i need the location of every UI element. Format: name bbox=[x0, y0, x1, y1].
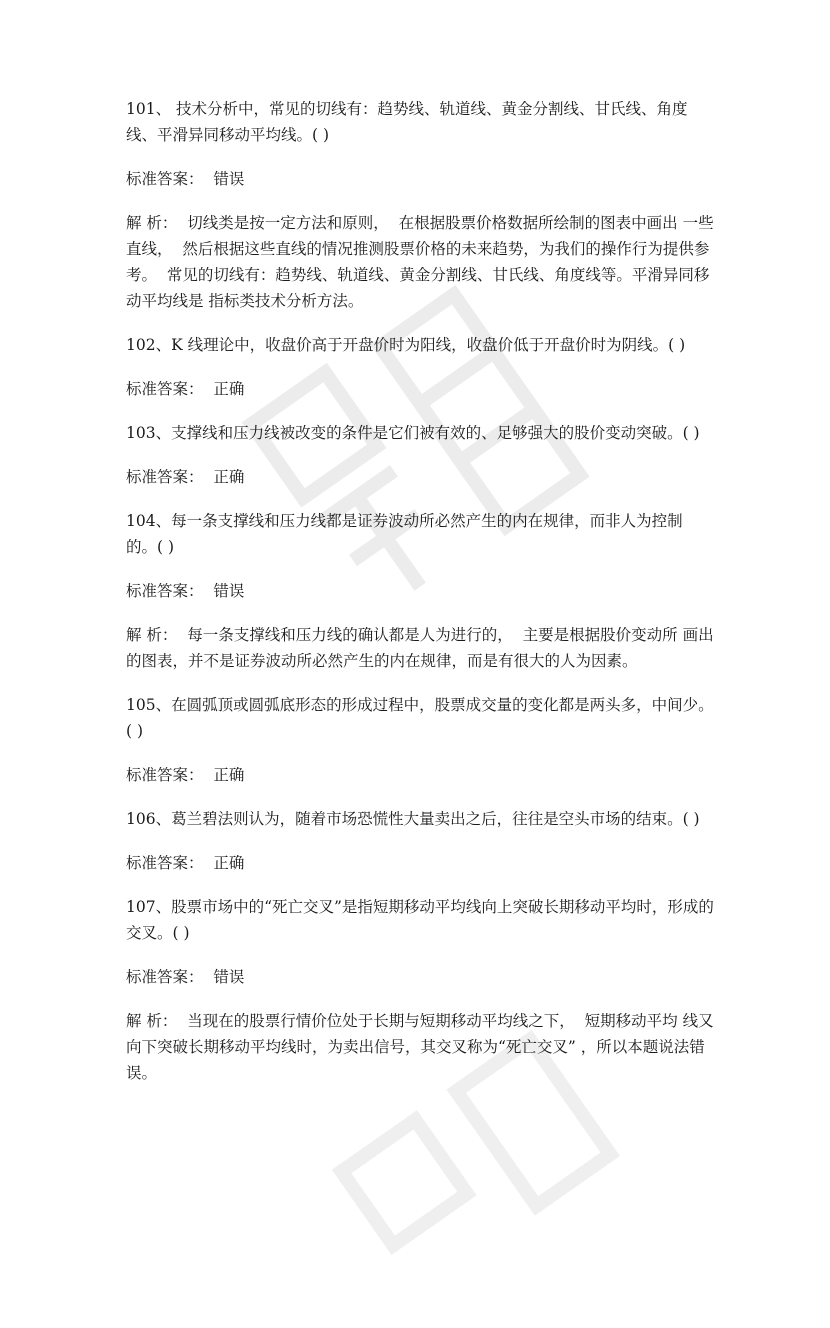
question-103: 103、支撑线和压力线被改变的条件是它们被有效的、足够强大的股价变动突破。( ) bbox=[126, 424, 700, 442]
answer-107: 标准答案： 错误 bbox=[126, 968, 245, 986]
question-105: 105、在圆弧顶或圆弧底形态的形成过程中，股票成交量的变化都是两头多，中间少。( ) bbox=[126, 696, 714, 740]
document-body bbox=[126, 96, 716, 1104]
answer-102: 标准答案： 正确 bbox=[126, 380, 245, 398]
explanation-107: 解 析： 当现在的股票行情价位处于长期与短期移动平均线之下， 短期移动平均 线又向下突破长期移动平均线时，为卖出信号，其交叉称为“死亡交叉” ，所以本题说法错 误。 bbox=[126, 1012, 714, 1082]
question-107: 107、股票市场中的“死亡交叉”是指短期移动平均线向上突破长期移动平均时，形成的交叉。( ) bbox=[126, 898, 714, 942]
explanation-101: 解 析： 切线类是按一定方法和原则， 在根据股票价格数据所绘制的图表中画出 一些直线， 然后根据这些直线的情况推测股票价格的未来趋势，为我们的操作行为提供参考。 常见的切线有：趋势线、轨道线、黄金分割线、甘氏线、角度线等。平滑异同移动平均线是 指标类技术分析方法。 bbox=[126, 214, 714, 310]
answer-101: 标准答案： 错误 bbox=[126, 170, 245, 188]
answer-103: 标准答案： 正确 bbox=[126, 468, 245, 486]
question-106: 106、葛兰碧法则认为，随着市场恐慌性大量卖出之后，往往是空头市场的结束。( ) bbox=[126, 810, 700, 828]
question-102: 102、K 线理论中，收盘价高于开盘价时为阳线，收盘价低于开盘价时为阴线。( ) bbox=[126, 336, 686, 354]
answer-104: 标准答案： 错误 bbox=[126, 582, 245, 600]
explanation-104: 解 析： 每一条支撑线和压力线的确认都是人为进行的， 主要是根据股价变动所 画出的图表，并不是证券波动所必然产生的内在规律，而是有很大的人为因素。 bbox=[126, 626, 714, 670]
question-104: 104、每一条支撑线和压力线都是证券波动所必然产生的内在规律，而非人为控制 的。( ) bbox=[126, 512, 688, 556]
answer-105: 标准答案： 正确 bbox=[126, 766, 245, 784]
question-101: 101、 技术分析中，常见的切线有：趋势线、轨道线、黄金分割线、甘氏线、角度 线、平滑异同移动平均线。( ) bbox=[126, 100, 693, 144]
answer-106: 标准答案： 正确 bbox=[126, 854, 245, 872]
